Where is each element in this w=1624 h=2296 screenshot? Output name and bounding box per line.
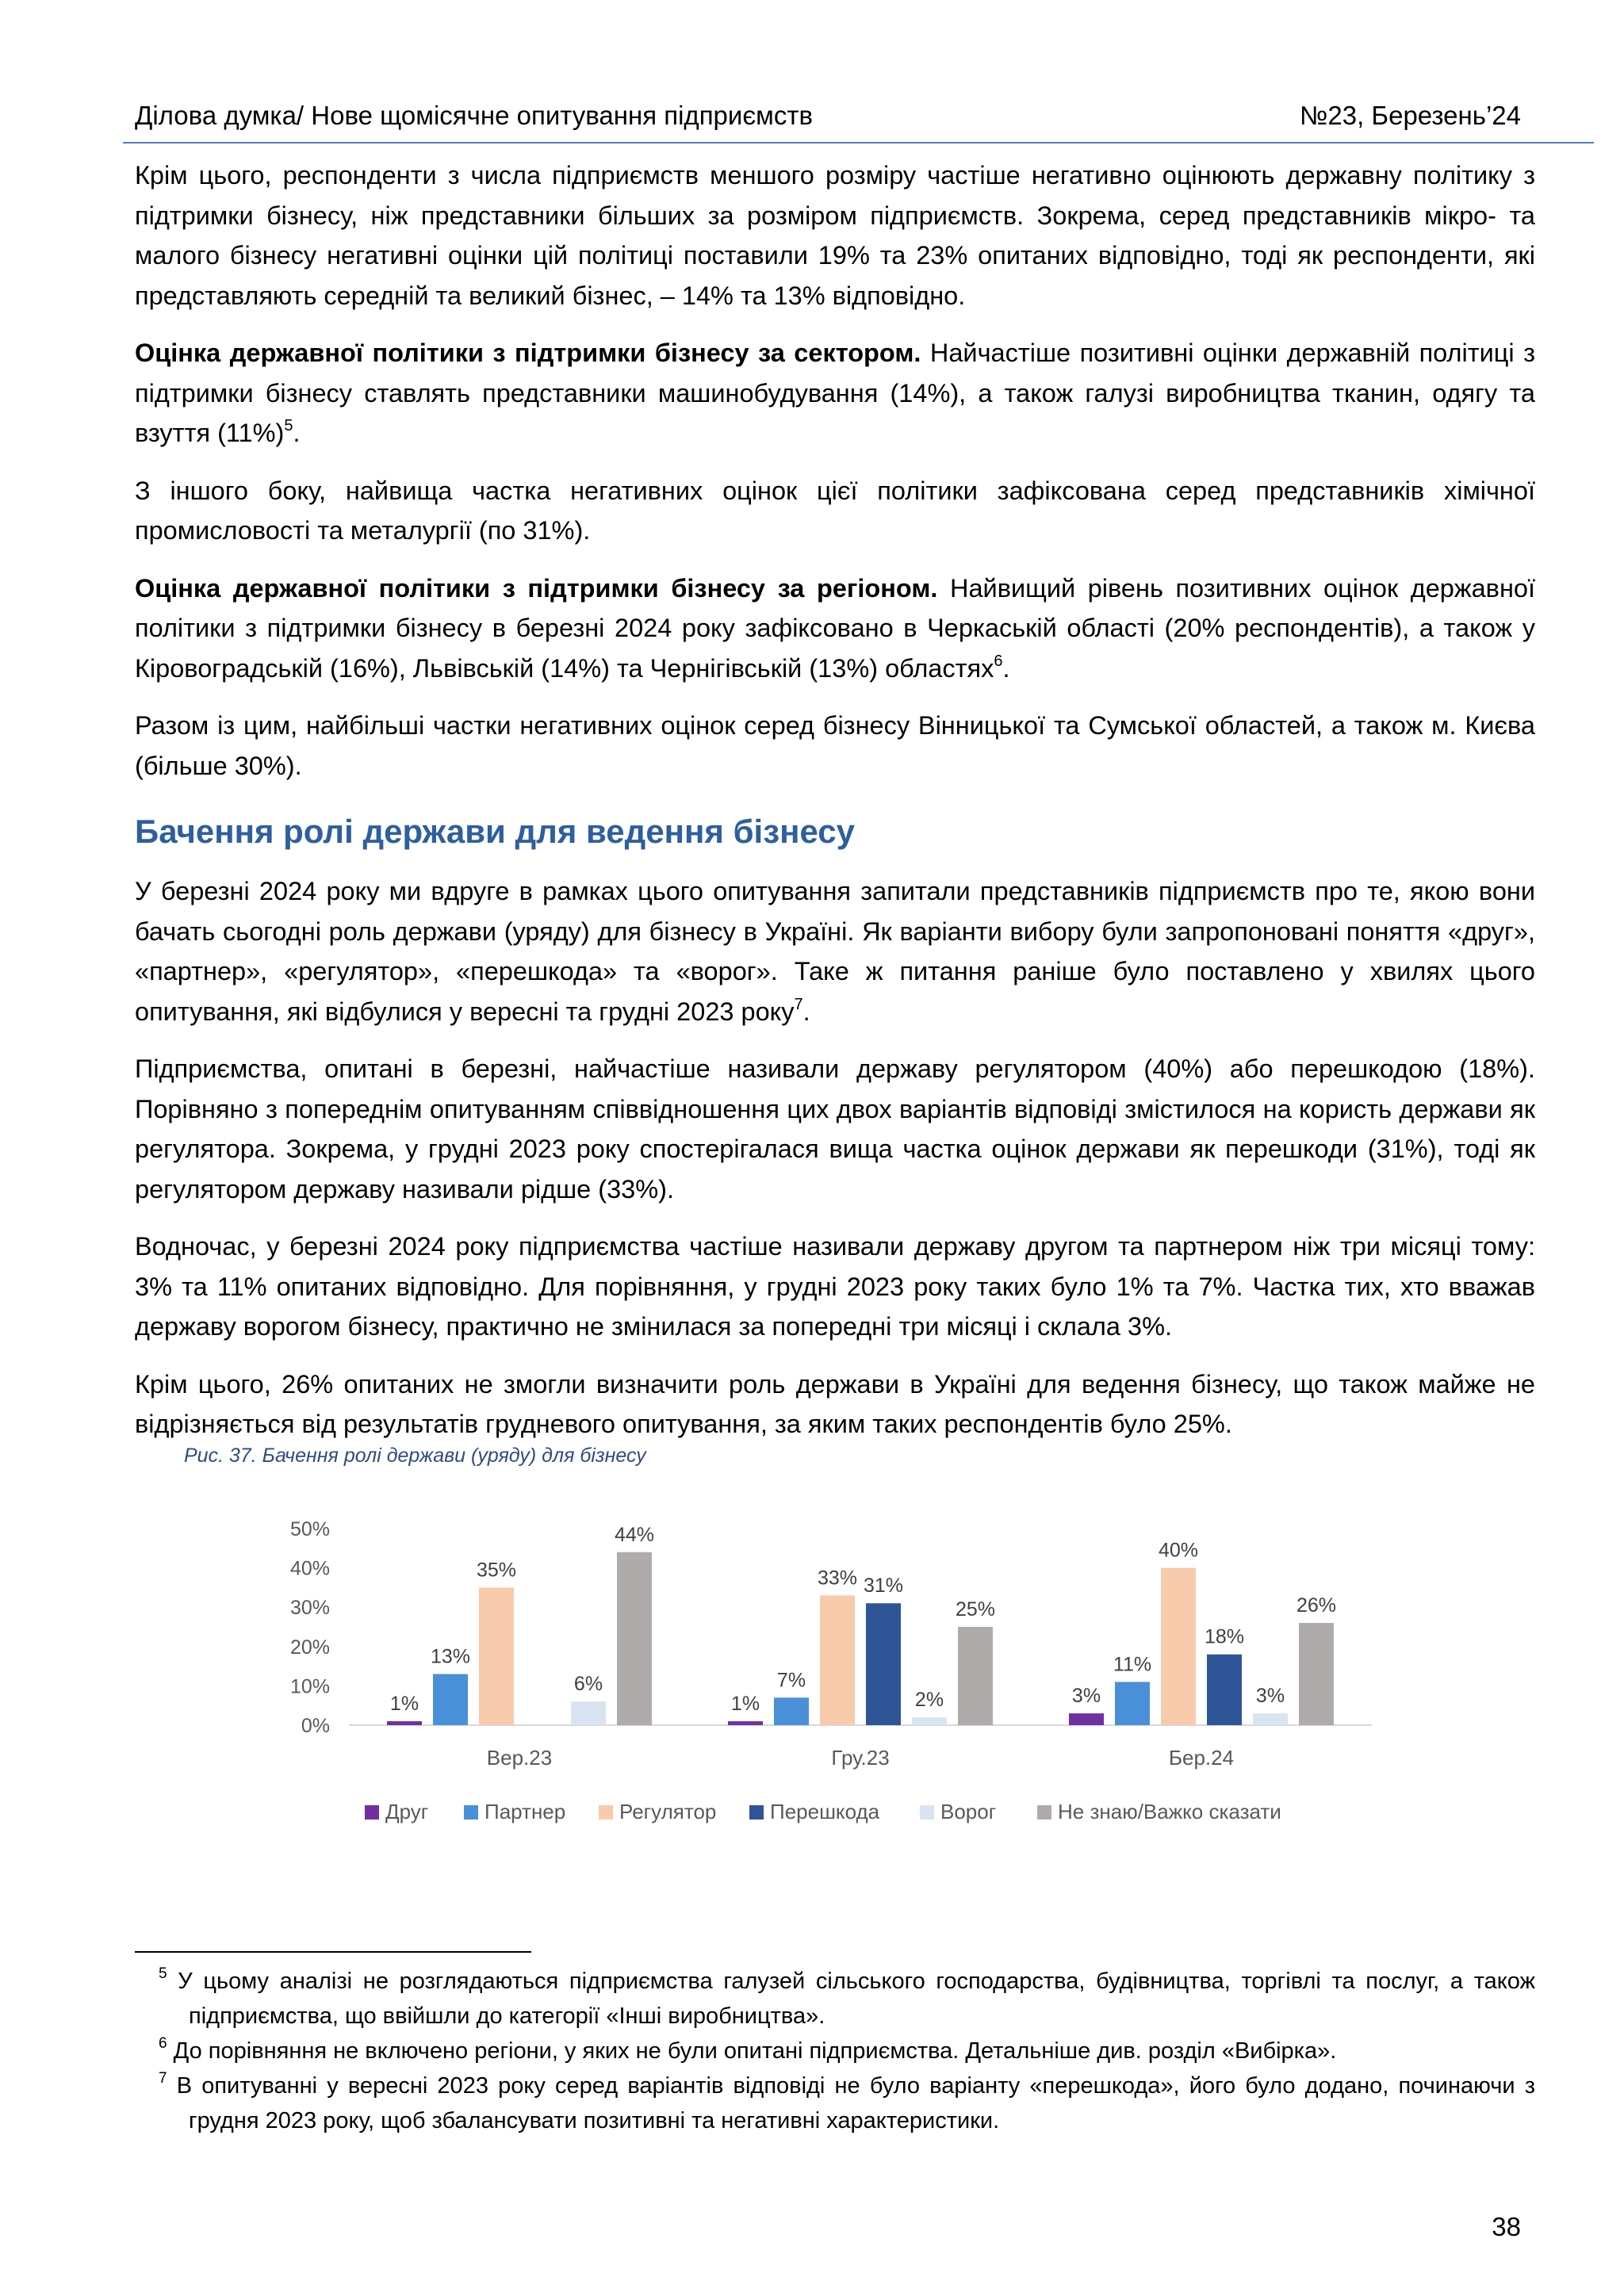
bar <box>774 1697 809 1725</box>
paragraph-region-assessment: Оцінка державної політики з підтримки бізнесу за регіоном. Найвищий рівень позитивних оцінок державної політики з підтримки бізнесу в березні 2024 року зафіксовано в Черкаській області (20% респондентів), а також у Кіровоградській (16%), Львівській (14%) та Чернігівській (13%) областях$^6$. <box>135 573 1536 683</box>
paragraph-dont-know: Крім цього, 26% опитаних не змогли визначити роль держави в Україні для ведення бізнесу, що також майже не відрізняється від результатів грудневого опитування, за яким таких респондентів було 25%. <box>135 1369 1535 1438</box>
legend-label: Друг <box>385 1800 429 1823</box>
legend-swatch <box>920 1805 934 1820</box>
data-label: 3% <box>1255 1685 1285 1708</box>
x-category-label: Вер.23 <box>486 1746 553 1770</box>
footnote-ref[interactable]: 7 <box>794 995 803 1013</box>
page-number: 38 <box>1492 2212 1521 2241</box>
paragraph-size-assessment: Крім цього, респонденти з числа підприємств меншого розміру частіше негативно оцінюють державну політику з підтримки бізнесу, ніж представники більших за розміром підприємств. Зокрема, серед представників мікро- та малого бізнесу негативні оцінки цій політиці поставили 19% та 23% опитаних відповідно, тоді як респонденти, які представляють середній та великий бізнес, – 14% та 13% відповідно. <box>135 161 1535 310</box>
data-label: 31% <box>863 1575 904 1598</box>
bar <box>387 1721 422 1725</box>
paragraph-lead-bold: Оцінка державної політики з підтримки бізнесу за сектором. <box>135 339 921 367</box>
bar <box>958 1627 993 1725</box>
y-tick-label: 50% <box>289 1518 330 1540</box>
bar <box>820 1595 855 1725</box>
bar <box>912 1717 947 1725</box>
data-label: 1% <box>389 1693 419 1716</box>
data-label: 35% <box>476 1559 517 1582</box>
legend-swatch <box>464 1805 478 1820</box>
body-text <box>135 155 1535 1462</box>
paragraph-friend-partner: Водночас, у березні 2024 року підприємства частіше називали державу другом та партнером ніж три місяці тому: 3% та 11% опитаних відповідно. Для порівняння, у грудні 2023 року таких було 1% та 7%. Частка тих, хто вважав державу ворогом бізнесу, практично не змінилася за попередні три місяці і склала 3%. <box>135 1232 1535 1341</box>
legend-swatch <box>749 1805 764 1820</box>
legend-swatch <box>599 1805 613 1820</box>
data-label: 44% <box>614 1523 655 1546</box>
legend-swatch <box>1037 1805 1051 1820</box>
x-category-label: Гру.23 <box>831 1746 890 1770</box>
data-label: 7% <box>776 1669 806 1692</box>
y-tick-label: 10% <box>289 1675 330 1698</box>
data-label: 18% <box>1204 1625 1245 1648</box>
footnote-5: $^5$ У цьому аналізі не розглядаються підприємства галузей сільського господарства, будівництва, торгівлі та послуг, а також підприємства, що ввійшли до категорії «Інші виробництва». <box>159 1965 1535 2029</box>
paragraph-lead-bold: Оцінка державної політики з підтримки бізнесу за регіоном. <box>135 573 938 603</box>
paragraph-negative-sectors: З іншого боку, найвища частка негативних оцінок цієї політики зафіксована серед представників хімічної промисловості та металургії (по 31%). <box>135 476 1535 545</box>
bar <box>1161 1568 1196 1725</box>
footnote-7: $^7$ В опитуванні у вересні 2023 року серед варіантів відповіді не було варіанту «перешкода», його було додано, починаючи з грудня 2023 року, щоб збалансувати позитивні та негативні характеристики. <box>159 2070 1535 2133</box>
paragraph-sector-assessment: Оцінка державної політики з підтримки бізнесу за сектором. Найчастіше позитивні оцінки державній політиці з підтримки бізнесу ставлять представники машинобудування (14%), а також галузі виробництва тканин, одягу та взуття $(11\%)^5$. <box>135 339 1535 447</box>
bar <box>1115 1682 1150 1725</box>
bar <box>433 1674 468 1725</box>
footnote-6: $^6$ До порівняння не включено регіони, у яких не були опитані підприємства. Детальніше див. розділ «Вибірка». <box>159 2035 1337 2064</box>
data-label: 40% <box>1158 1539 1199 1562</box>
data-label: 26% <box>1296 1594 1337 1617</box>
legend-label: Партнер <box>485 1800 566 1823</box>
footnote-rule <box>135 1951 531 1953</box>
data-label: 3% <box>1071 1685 1101 1708</box>
paragraph-survey-question: У березні 2024 року ми вдруге в рамках цього опитування запитали представників підприємств про те, якою вони бачать сьогодні роль держави (уряду) для бізнесу в Україні. Як варіанти вибору були запропоновані поняття «друг», «партнер», «регулятор», «перешкода» та «ворог». Таке ж питання раніше було поставлено у хвилях цього опитування, які відбулися у вересні та грудні 2023 року$^7$. <box>135 877 1535 1026</box>
footnote-ref[interactable]: 5 <box>284 417 293 435</box>
section-heading: Бачення ролі держави для ведення бізнесу <box>135 813 855 850</box>
y-tick-label: 40% <box>289 1557 330 1580</box>
running-header-issue: №23, Березень’24 <box>1299 101 1521 130</box>
paragraph-negative-regions: Разом із цим, найбільші частки негативних оцінок серед бізнесу Вінницької та Сумської областей, а також м. Києва (більше 30%). <box>135 711 1535 780</box>
bar <box>728 1721 763 1725</box>
y-tick-label: 20% <box>289 1636 330 1659</box>
bar <box>617 1552 652 1725</box>
legend-label: Не знаю/Важко сказати <box>1058 1800 1281 1823</box>
bar <box>866 1603 901 1725</box>
data-label: 1% <box>730 1693 760 1716</box>
bar <box>1253 1713 1288 1725</box>
legend-label: Ворог <box>940 1800 997 1823</box>
data-label: 6% <box>573 1673 603 1696</box>
paragraph-regulator-obstacle: Підприємства, опитані в березні, найчастіше називали державу регулятором (40%) або перешкодою (18%). Порівняно з попереднім опитуванням співвідношення цих двох варіантів відповіді змістилося на користь держави як регулятора. Зокрема, у грудні 2023 року спостерігалася вища частка оцінок держави як перешкоди (31%), тоді як регулятором державу називали рідше (33%). <box>135 1054 1535 1203</box>
legend-label: Регулятор <box>619 1800 717 1823</box>
bar-chart <box>270 1498 1396 1847</box>
bar <box>1207 1655 1242 1725</box>
footnotes <box>135 1964 1535 2138</box>
data-label: 11% <box>1113 1653 1152 1676</box>
legend-label: Перешкода <box>770 1800 880 1823</box>
footnote-ref[interactable]: 6 <box>994 652 1003 670</box>
bar <box>1069 1713 1104 1725</box>
bar <box>571 1701 606 1725</box>
x-category-label: Бер.24 <box>1168 1746 1235 1770</box>
figure-caption: Рис. 37. Бачення ролі держави (уряду) для бізнесу <box>184 1445 646 1467</box>
legend-swatch <box>365 1805 379 1820</box>
bar <box>1299 1623 1334 1725</box>
data-label: 25% <box>955 1598 996 1621</box>
data-label: 33% <box>817 1567 858 1590</box>
data-label: 13% <box>430 1645 471 1668</box>
y-tick-label: 0% <box>301 1715 330 1737</box>
y-tick-label: 30% <box>289 1597 330 1620</box>
running-header-title: Ділова думка/ Нове щомісячне опитування підприємств <box>135 101 814 130</box>
bar <box>479 1587 514 1725</box>
header-rule <box>123 142 1594 144</box>
data-label: 2% <box>914 1689 944 1712</box>
